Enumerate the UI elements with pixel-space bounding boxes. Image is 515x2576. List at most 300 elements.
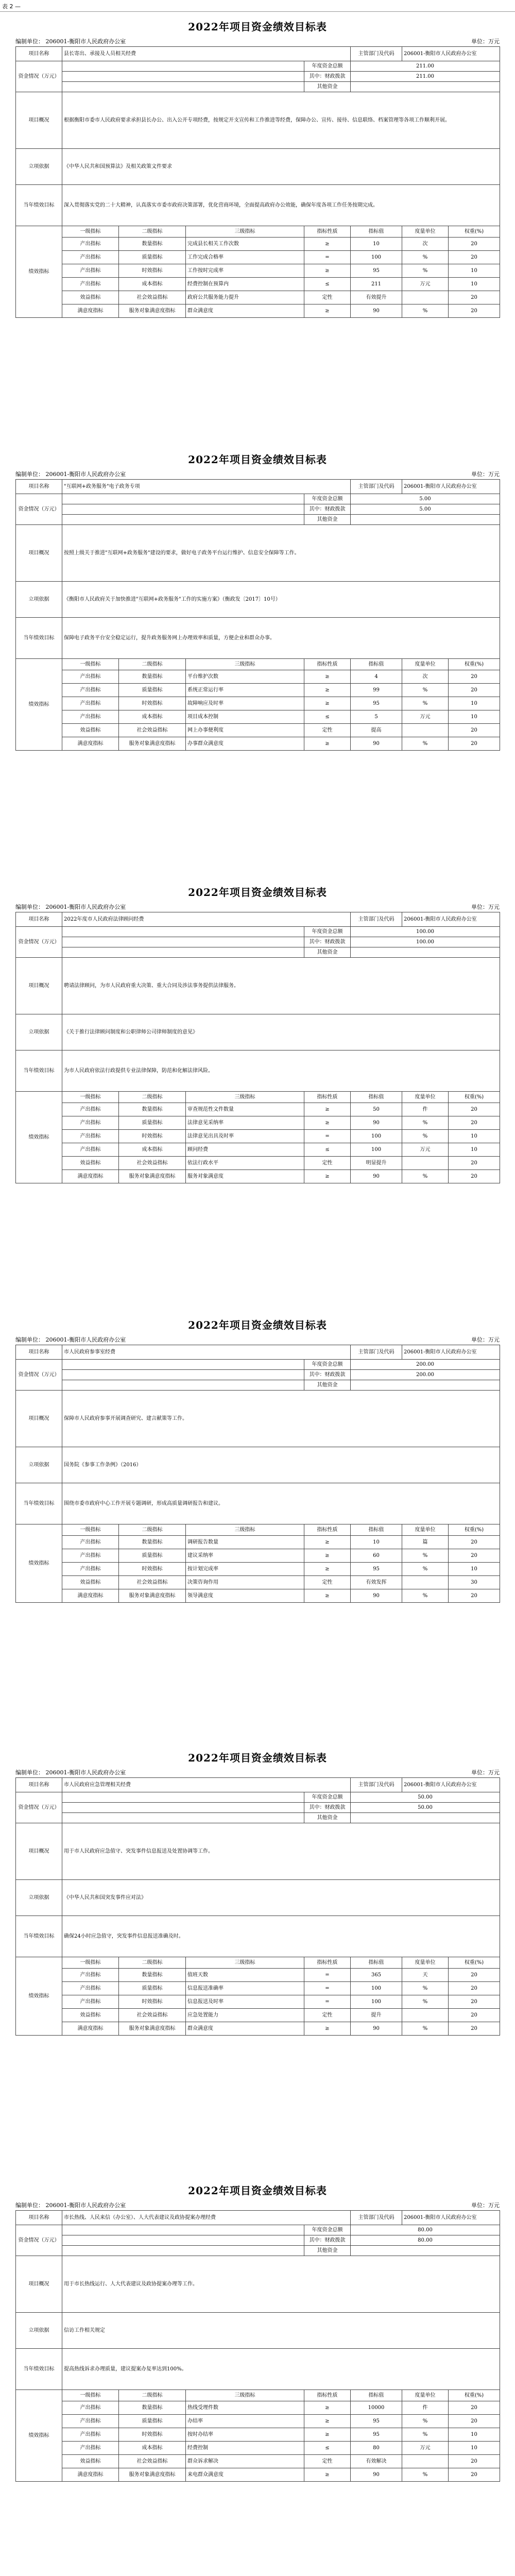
indicator-cell: 时效指标 [119,1130,186,1143]
indicator-cell: 20 [449,1157,500,1170]
indicator-cell: 产出指标 [62,710,119,724]
indicator-cell: 产出指标 [62,1130,119,1143]
indicator-cell: 有效解决 [351,2455,402,2468]
basis-text: 《关于推行法律顾问制度和公职律师公司律师制度的意见》 [62,1014,500,1050]
indicator-cell: 效益指标 [62,2455,119,2468]
indicator-cell: 10 [449,2428,500,2442]
indicator-cell: % [402,1982,449,1995]
label-project-name: 项目名称 [16,1778,62,1792]
label-project-name: 项目名称 [16,480,62,494]
label-fin-alloc: 其中：财政拨款 [304,2235,351,2246]
indicator-cell: 效益指标 [62,291,119,304]
indicator-cell: 10000 [351,2401,402,2415]
col-l2: 二级指标 [119,659,186,670]
label-year-total: 年度资金总额 [304,494,351,504]
col-value: 指标值 [351,2390,402,2401]
project-name: 县长寄出、承接及人员相关经费 [62,47,351,61]
indicator-cell: 质量指标 [119,251,186,264]
col-weight: 权重(%) [449,1092,500,1103]
col-unit: 度量单位 [402,1957,449,1969]
indicator-cell: ≥ [304,1116,351,1130]
label-dept: 主管部门及代码 [351,47,402,61]
label-indicators: 绩效指标 [16,2390,62,2482]
indicator-cell: 质量指标 [119,1116,186,1130]
col-weight: 权重(%) [449,1524,500,1536]
fin-alloc: 50.00 [351,1803,500,1813]
indicator-row [16,304,500,318]
col-unit: 度量单位 [402,1524,449,1536]
indicator-cell: 服务对象满意度 [186,1170,304,1183]
indicator-cell: 满意度指标 [62,737,119,751]
indicator-row [16,1103,500,1116]
indicator-cell: 社会效益指标 [119,1157,186,1170]
indicator-row [16,278,500,291]
section-title: 2022年项目资金绩效目标表 [188,1319,327,1331]
section-meta [15,36,500,45]
col-l1: 一级指标 [62,1957,119,1969]
indicator-row [16,1116,500,1130]
other-funds [351,1380,500,1391]
annual-goal-text: 提高热线诉求办理质量，建议提案办复率达到100%。 [62,2349,500,2390]
dept-value: 206001-衡阳市人民政府办公室 [402,2211,500,2225]
indicator-cell: 20 [449,238,500,251]
label-funds: 资金情况（万元） [16,1360,62,1391]
indicator-cell: 20 [449,1116,500,1130]
col-l3: 三级指标 [186,1092,304,1103]
indicator-cell: 10 [449,278,500,291]
dept-value: 206001-衡阳市人民政府办公室 [402,47,500,61]
unit-line: 编制单位： 206001-衡阳市人民政府办公室 [15,38,126,45]
indicator-cell: 成本指标 [119,710,186,724]
fin-alloc: 211.00 [351,72,500,82]
indicator-row [16,2442,500,2455]
indicator-cell: 数量指标 [119,1103,186,1116]
indicator-cell: % [402,2468,449,2482]
indicator-cell: = [304,1969,351,1982]
col-l2: 二级指标 [119,1524,186,1536]
indicator-cell: 数量指标 [119,2401,186,2415]
indicator-row [16,1549,500,1563]
col-l1: 一级指标 [62,1092,119,1103]
indicator-cell: 定性 [304,1157,351,1170]
indicator-cell: 365 [351,1969,402,1982]
label-fin-alloc: 其中：财政拨款 [304,1370,351,1380]
label-dept: 主管部门及代码 [351,2211,402,2225]
annual-goal-text: 深入贯彻落实党的二十大精神，认真落实市委市政府决策部署，优化营商环境，全面提高政府办公效能，确保年度各项工作任务按期完成。 [62,185,500,226]
indicator-cell: 社会效益指标 [119,2455,186,2468]
indicator-cell: 95 [351,264,402,278]
col-l3: 三级指标 [186,2390,304,2401]
indicator-row [16,1536,500,1549]
basis-text: 信访工作相关规定 [62,2313,500,2349]
indicator-cell: 系统正常运行率 [186,684,304,697]
indicator-cell: 产出指标 [62,2415,119,2428]
label-funds: 资金情况（万元） [16,1792,62,1823]
dept-value: 206001-衡阳市人民政府办公室 [402,1778,500,1792]
other-funds [351,2246,500,2256]
indicator-cell: 100 [351,1982,402,1995]
indicator-cell: 服务对象满意度指标 [119,304,186,318]
indicator-cell: 产出指标 [62,1536,119,1549]
indicator-cell: 20 [449,2468,500,2482]
indicator-cell: 质量指标 [119,2415,186,2428]
indicator-cell: 工作按时完成率 [186,264,304,278]
indicator-cell: 有效发挥 [351,1576,402,1589]
col-l1: 一级指标 [62,659,119,670]
indicator-cell: 产出指标 [62,1143,119,1157]
label-year-total: 年度资金总额 [304,1360,351,1370]
indicator-cell: 万元 [402,278,449,291]
indicator-cell: 80 [351,2442,402,2455]
indicator-row [16,1969,500,1982]
indicator-cell: % [402,251,449,264]
indicator-row [16,1130,500,1143]
section-title: 2022年项目资金绩效目标表 [188,886,327,899]
indicator-cell: 提升 [351,2009,402,2022]
indicator-cell: ≥ [304,2401,351,2415]
indicator-cell: 万元 [402,1143,449,1157]
indicator-cell: = [304,1995,351,2009]
label-overview: 项目概况 [16,525,62,582]
indicator-cell: % [402,2022,449,2036]
overview-text: 用于市人民政府应急值守、突发事件信息报送及处置协调等工作。 [62,1823,500,1880]
unit-line: 编制单位： 206001-衡阳市人民政府办公室 [15,2202,126,2209]
indicator-row [16,737,500,751]
indicator-cell: 时效指标 [119,264,186,278]
indicator-cell: 顾问经费 [186,1143,304,1157]
indicator-cell: 产出指标 [62,670,119,684]
indicator-cell: % [402,1549,449,1563]
indicator-cell: 产出指标 [62,238,119,251]
indicator-cell: 定性 [304,291,351,304]
col-weight: 权重(%) [449,659,500,670]
other-funds [351,515,500,525]
performance-table [15,1345,500,1603]
indicator-cell: % [402,1130,449,1143]
dept-value: 206001-衡阳市人民政府办公室 [402,1345,500,1360]
indicator-cell: = [304,1130,351,1143]
indicator-cell: 社会效益指标 [119,2009,186,2022]
col-l2: 二级指标 [119,2390,186,2401]
label-project-name: 项目名称 [16,47,62,61]
label-indicators: 绩效指标 [16,659,62,751]
indicator-cell: ≥ [304,1563,351,1576]
indicator-cell: ≥ [304,1589,351,1603]
annual-goal-text: 确保24小时应急值守，突发事件信息报送准确及时。 [62,1916,500,1957]
section-meta [15,2200,500,2209]
col-weight: 权重(%) [449,226,500,238]
col-nature: 指标性质 [304,1524,351,1536]
indicator-cell: 20 [449,2401,500,2415]
indicator-cell: 按时办结率 [186,2428,304,2442]
indicator-cell: 20 [449,1982,500,1995]
indicator-cell: 20 [449,2009,500,2022]
col-l3: 三级指标 [186,659,304,670]
indicator-cell: 10 [449,1563,500,1576]
indicator-cell: 95 [351,697,402,710]
indicator-cell: % [402,1563,449,1576]
indicator-row [16,291,500,304]
top-bar [0,0,515,12]
indicator-cell: 时效指标 [119,1995,186,2009]
label-annual-goal: 当年绩效目标 [16,2349,62,2390]
indicator-row [16,1143,500,1157]
indicator-cell [402,2009,449,2022]
indicator-cell: 20 [449,291,500,304]
indicator-cell: 4 [351,670,402,684]
label-indicators: 绩效指标 [16,226,62,318]
indicator-cell: 产出指标 [62,2428,119,2442]
label-indicators: 绩效指标 [16,1092,62,1183]
col-l2: 二级指标 [119,1957,186,1969]
indicator-cell: 值班天数 [186,1969,304,1982]
indicator-cell: ≥ [304,684,351,697]
money-unit: 单位：万元 [471,1769,500,1776]
indicator-cell: 产出指标 [62,1563,119,1576]
label-other-funds: 其他资金 [304,1813,351,1823]
indicator-cell: 篇 [402,1536,449,1549]
other-funds [351,1813,500,1823]
indicator-cell: 办事群众满意度 [186,737,304,751]
indicator-cell: 产出指标 [62,1116,119,1130]
indicator-cell: % [402,737,449,751]
indicator-cell: 数量指标 [119,670,186,684]
label-other-funds: 其他资金 [304,947,351,958]
indicator-cell: 产出指标 [62,264,119,278]
col-l1: 一级指标 [62,2390,119,2401]
indicator-cell: 10 [449,1143,500,1157]
label-funds: 资金情况（万元） [16,494,62,525]
indicator-row [16,2428,500,2442]
indicator-cell: 万元 [402,710,449,724]
indicator-cell: 万元 [402,2442,449,2455]
indicator-cell: 20 [449,670,500,684]
label-basis: 立项依据 [16,2313,62,2349]
topbar-label: 表 2 — [2,3,21,10]
col-unit: 度量单位 [402,226,449,238]
year-total: 50.00 [351,1792,500,1803]
indicator-cell: 产出指标 [62,697,119,710]
label-other-funds: 其他资金 [304,1380,351,1391]
year-total: 211.00 [351,61,500,72]
indicator-cell: 满意度指标 [62,2022,119,2036]
year-total: 100.00 [351,927,500,937]
indicator-cell: ≥ [304,2428,351,2442]
indicator-cell: 90 [351,1589,402,1603]
indicator-cell: 效益指标 [62,2009,119,2022]
indicator-cell: 20 [449,1536,500,1549]
indicator-cell: ≥ [304,1170,351,1183]
indicator-row [16,1563,500,1576]
indicator-cell: 信息报送及时率 [186,1995,304,2009]
fin-alloc: 5.00 [351,504,500,515]
indicator-row [16,251,500,264]
indicator-cell: 满意度指标 [62,304,119,318]
indicator-cell: 20 [449,1103,500,1116]
indicator-cell: 数量指标 [119,1536,186,1549]
indicator-row [16,2468,500,2482]
indicator-cell: % [402,2415,449,2428]
indicator-cell: 20 [449,724,500,737]
section-meta [15,469,500,478]
indicator-cell [402,724,449,737]
label-dept: 主管部门及代码 [351,480,402,494]
indicator-cell: 效益指标 [62,1576,119,1589]
indicator-cell: 按计划完成率 [186,1563,304,1576]
indicator-cell: = [304,251,351,264]
money-unit: 单位：万元 [471,1336,500,1343]
indicator-cell: ≥ [304,264,351,278]
indicator-cell: 95 [351,1563,402,1576]
indicator-cell: 30 [449,1576,500,1589]
indicator-cell: 群众满意度 [186,2022,304,2036]
basis-text: 《中华人民共和国突发事件应对法》 [62,1880,500,1916]
indicator-cell: 时效指标 [119,2428,186,2442]
indicator-cell: 满意度指标 [62,2468,119,2482]
indicator-cell: 有效提升 [351,291,402,304]
col-nature: 指标性质 [304,1957,351,1969]
indicator-cell: 网上办事便利度 [186,724,304,737]
label-basis: 立项依据 [16,1014,62,1050]
indicator-cell: ≥ [304,2468,351,2482]
indicator-cell: 10 [351,238,402,251]
indicator-cell: % [402,684,449,697]
label-year-total: 年度资金总额 [304,2225,351,2235]
col-unit: 度量单位 [402,2390,449,2401]
label-overview: 项目概况 [16,1823,62,1880]
col-l1: 一级指标 [62,1524,119,1536]
indicator-cell: 成本指标 [119,278,186,291]
indicator-row [16,1170,500,1183]
label-overview: 项目概况 [16,92,62,149]
indicator-cell: 服务对象满意度指标 [119,2022,186,2036]
indicator-cell: 90 [351,1170,402,1183]
col-l2: 二级指标 [119,1092,186,1103]
overview-text: 聘请法律顾问，为市人民政府重大决策、重大合同及涉法事务提供法律服务。 [62,958,500,1014]
col-unit: 度量单位 [402,659,449,670]
indicator-row [16,724,500,737]
indicator-cell: 100 [351,251,402,264]
indicator-cell: 211 [351,278,402,291]
indicator-cell: ≥ [304,737,351,751]
year-total: 200.00 [351,1360,500,1370]
col-l3: 三级指标 [186,226,304,238]
col-unit: 度量单位 [402,1092,449,1103]
indicator-cell: % [402,264,449,278]
indicator-cell: 产出指标 [62,251,119,264]
label-dept: 主管部门及代码 [351,912,402,927]
indicator-cell: 信息报送准确率 [186,1982,304,1995]
col-l1: 一级指标 [62,226,119,238]
label-other-funds: 其他资金 [304,2246,351,2256]
indicator-cell: 60 [351,1549,402,1563]
label-fin-alloc: 其中：财政拨款 [304,937,351,947]
indicator-cell: ≤ [304,1143,351,1157]
indicator-row [16,2455,500,2468]
basis-text: 《衡阳市人民政府关于加快推进"互联网+政务服务"工作的实施方案》（衡政发〔2017〕10号） [62,582,500,618]
indicator-cell: 20 [449,1549,500,1563]
indicator-cell: = [304,1982,351,1995]
performance-table [15,2210,500,2482]
indicator-cell: 决策咨询作用 [186,1576,304,1589]
indicator-row [16,670,500,684]
section-title: 2022年项目资金绩效目标表 [188,21,327,33]
project-name: 2022年度市人民政府法律顾问经费 [62,912,351,927]
label-year-total: 年度资金总额 [304,61,351,72]
overview-text: 根据衡阳市委市人民政府要求承担县长办公、出入公开专项经费，按规定开支宣传和工作推进等经费，保障办公、宣传、接待、信息联络、档案管理等各项工作顺利开展。 [62,92,500,149]
indicator-cell: % [402,1589,449,1603]
indicator-cell: 质量指标 [119,1549,186,1563]
indicator-cell: 质量指标 [119,684,186,697]
indicator-row [16,1589,500,1603]
performance-table [15,46,500,318]
indicator-cell: 数量指标 [119,238,186,251]
indicator-cell: 20 [449,2022,500,2036]
indicator-cell: 90 [351,1116,402,1130]
label-annual-goal: 当年绩效目标 [16,185,62,226]
indicator-row [16,2009,500,2022]
indicator-cell: 产出指标 [62,1969,119,1982]
label-year-total: 年度资金总额 [304,927,351,937]
label-fin-alloc: 其中：财政拨款 [304,72,351,82]
indicator-cell: 5 [351,710,402,724]
indicator-cell: ≥ [304,2415,351,2428]
indicator-cell: ≤ [304,2442,351,2455]
fin-alloc: 100.00 [351,937,500,947]
indicator-cell: ≤ [304,710,351,724]
basis-text: 《中华人民共和国预算法》及相关政策文件要求 [62,149,500,185]
indicator-cell: 20 [449,737,500,751]
label-funds: 资金情况（万元） [16,927,62,958]
indicator-cell [402,1157,449,1170]
indicator-cell: 调研报告数量 [186,1536,304,1549]
indicator-cell: 99 [351,684,402,697]
label-project-name: 项目名称 [16,1345,62,1360]
indicator-cell: 满意度指标 [62,1589,119,1603]
indicator-cell: 10 [449,264,500,278]
indicator-cell: 10 [351,1536,402,1549]
annual-goal-text: 为市人民政府依法行政提供专业法律保障，防范和化解法律风险。 [62,1050,500,1092]
indicator-cell: % [402,304,449,318]
indicator-cell: 明显提升 [351,1157,402,1170]
indicator-cell: ≥ [304,2022,351,2036]
indicator-cell: 社会效益指标 [119,1576,186,1589]
indicator-cell: 项目成本控制 [186,710,304,724]
col-value: 指标值 [351,1092,402,1103]
indicator-cell: 质量指标 [119,1982,186,1995]
indicator-cell: 20 [449,1170,500,1183]
indicator-cell: 20 [449,251,500,264]
indicator-cell: % [402,1170,449,1183]
indicator-cell: 10 [449,1130,500,1143]
indicator-cell: 社会效益指标 [119,724,186,737]
indicator-cell: ≥ [304,238,351,251]
indicator-cell: 领导满意度 [186,1589,304,1603]
year-total: 5.00 [351,494,500,504]
indicator-cell: 完成县长相关工作次数 [186,238,304,251]
indicator-cell: 提高 [351,724,402,737]
indicator-cell: 次 [402,238,449,251]
indicator-row [16,697,500,710]
indicator-cell: 20 [449,304,500,318]
money-unit: 单位：万元 [471,904,500,910]
indicator-cell: 群众满意度 [186,304,304,318]
project-name: 市人民政府参事室经费 [62,1345,351,1360]
indicator-cell: 20 [449,1995,500,2009]
unit-line: 编制单位： 206001-衡阳市人民政府办公室 [15,904,126,910]
indicator-cell: 时效指标 [119,697,186,710]
money-unit: 单位：万元 [471,471,500,478]
